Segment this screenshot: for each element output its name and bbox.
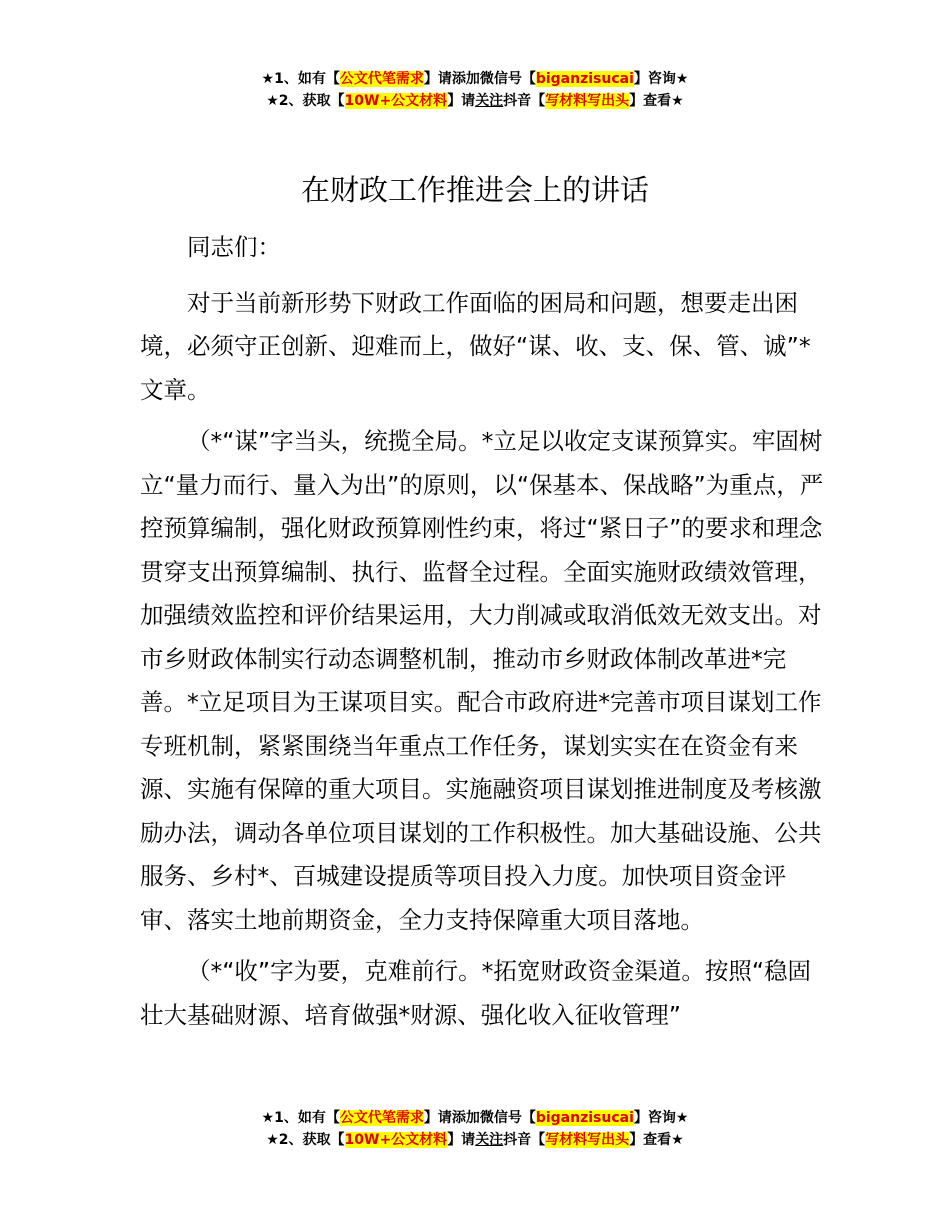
banner-text: 抖音【 — [503, 1132, 546, 1148]
banner-highlight: 10W+公文材料 — [344, 93, 448, 109]
salutation: 同志们： — [187, 233, 281, 261]
banner-highlight-wechat: biganzisucai — [535, 71, 634, 87]
banner-text: ★2、获取【 — [266, 93, 345, 109]
banner-text: ★2、获取【 — [266, 1132, 345, 1148]
document-body — [140, 226, 828, 1045]
footer-banner — [0, 1107, 950, 1151]
banner-text: 抖音【 — [503, 93, 546, 109]
banner-line-1 — [0, 68, 950, 90]
banner-underlined: 关注 — [475, 1132, 504, 1148]
banner-highlight: 公文代笔需求 — [339, 1110, 424, 1126]
header-banner — [0, 68, 950, 112]
banner-text: 】请添加微信号【 — [423, 71, 536, 87]
banner-line-1 — [0, 1107, 950, 1129]
banner-text: 】咨询★ — [633, 71, 689, 87]
banner-highlight-douyin: 写材料写出头 — [545, 1132, 630, 1148]
banner-text: 】请 — [447, 93, 476, 109]
banner-underlined: 关注 — [475, 93, 504, 109]
paragraph: 对于当前新形势下财政工作面临的困局和问题，想要走出困境，必须守正创新、迎难而上，做好“谋、收、支、保、管、诚”*文章。 — [140, 288, 811, 404]
banner-highlight-wechat: biganzisucai — [535, 1110, 634, 1126]
banner-highlight: 10W+公文材料 — [344, 1132, 448, 1148]
banner-text: 】查看★ — [629, 1132, 684, 1148]
document-title: 在财政工作推进会上的讲话 — [300, 173, 649, 207]
paragraph: （*“收”字为要，克难前行。*拓宽财政资金渠道。按照“稳固壮大基础财源、培育做强*财源、强化收入征收管理” — [140, 957, 812, 1029]
banner-text: 】咨询★ — [633, 1110, 689, 1126]
banner-line-2 — [0, 90, 950, 112]
banner-text: 】请添加微信号【 — [423, 1110, 536, 1126]
banner-text: ★1、如有【 — [261, 71, 340, 87]
banner-text: 】查看★ — [629, 93, 684, 109]
banner-text: ★1、如有【 — [261, 1110, 340, 1126]
banner-highlight-douyin: 写材料写出头 — [545, 93, 630, 109]
banner-line-2 — [0, 1129, 950, 1151]
banner-text: 】请 — [447, 1132, 476, 1148]
paragraph: （*“谋”字当头，统揽全局。*立足以收定支谋预算实。牢固树立“量力而行、量入为出”的原则，以“保基本、保战略”为重点，严控预算编制，强化财政预算刚性约束，将过“紧日子”的要求和理念贯穿支出预算编制、执行、监督全过程。全面实施财政绩效管理，加强绩效监控和评价结果运用，大力削减或取消低效无效支出。对市乡财政体制实行动态调整机制，推动市乡财政体制改革进*完善。*立足项目为王谋项目实。配合市政府进*完善市项目谋划工作专班机制，紧紧围绕当年重点工作任务，谋划实实在在资金有来源、实施有保障的重大项目。实施融资项目谋划推进制度及考核激励办法，调动各单位项目谋划的工作积极性。加大基础设施、公共服务、乡村*、百城建设提质等项目投入力度。加快项目资金评审、落实土地前期资金，全力支持保障重大项目落地。 — [140, 427, 824, 934]
banner-highlight: 公文代笔需求 — [339, 71, 424, 87]
